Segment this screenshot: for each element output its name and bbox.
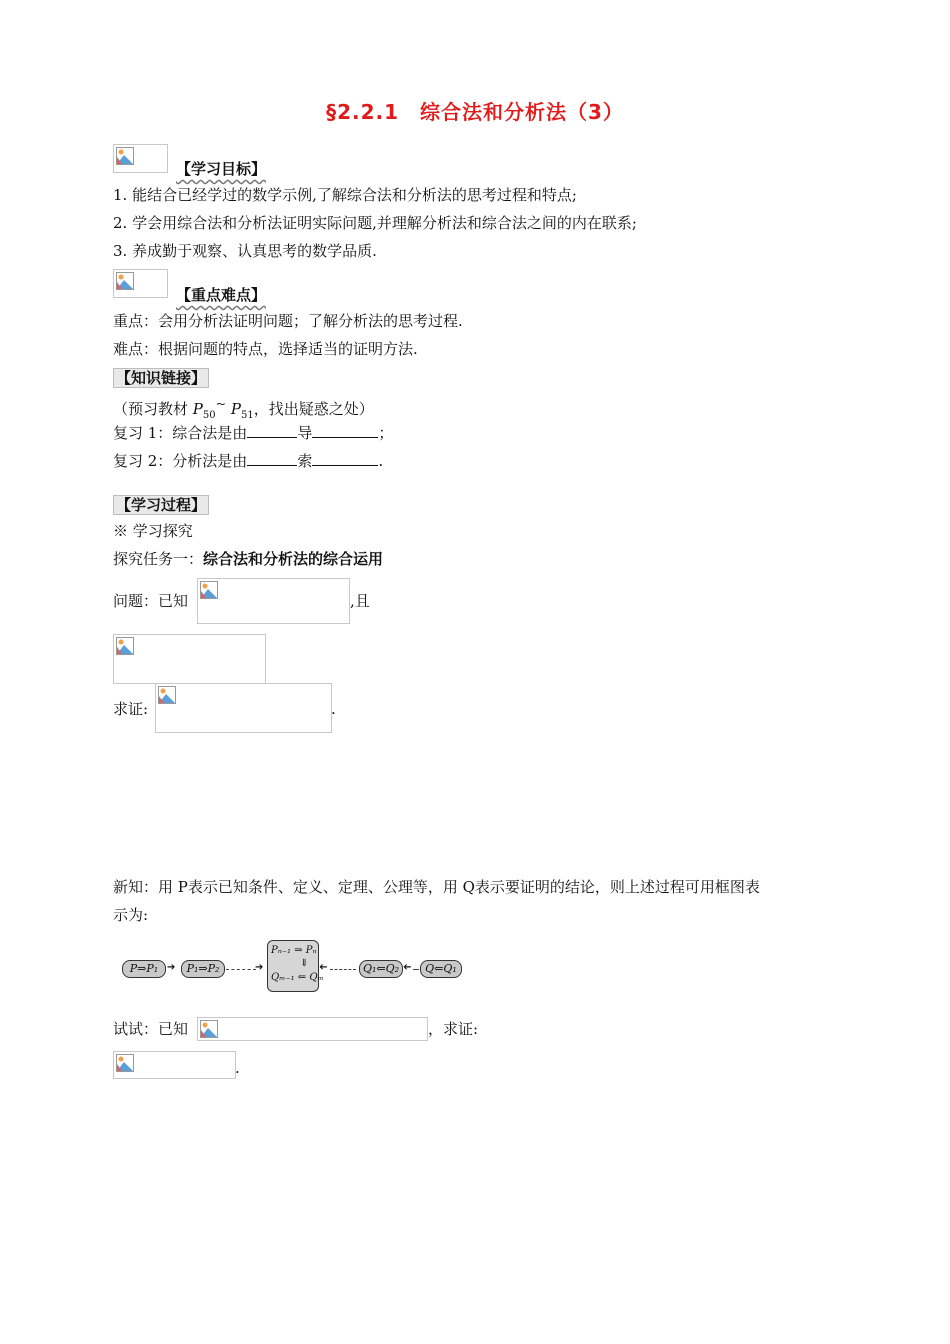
- goals-header: 【学习目标】: [176, 160, 267, 178]
- arrow-left-icon: ➔: [403, 962, 412, 973]
- preview-line: （预习教材 $P_{50}^\sim$ $P_{51}$，找出疑惑之处）: [113, 396, 374, 421]
- flow-dashed-connector: [330, 969, 356, 970]
- flow-node-q-q1: Q⇐Q₁: [420, 960, 462, 978]
- flow-dashed-connector: [226, 969, 256, 970]
- explore-label: ※ 学习探究: [113, 522, 193, 540]
- knowledge-link-header: 【知识链接】: [113, 367, 209, 388]
- broken-image-icon: [158, 686, 176, 704]
- try-prove-label: ，求证:: [428, 1020, 479, 1038]
- image-placeholder: [113, 269, 168, 298]
- goal-item-2: 2. 学会用综合法和分析法证明实际问题,并理解分析法和综合法之间的内在联系;: [113, 214, 637, 232]
- flow-center-mid: ⇓: [300, 958, 309, 969]
- review-2-blank-2[interactable]: [312, 450, 378, 466]
- try-prove-image: [113, 1051, 236, 1079]
- flow-node-p1-p2: P₁⇒P₂: [181, 960, 225, 978]
- new-knowledge-line-2: 示为:: [113, 906, 149, 924]
- prove-label: 求证:: [113, 700, 149, 718]
- arrow-right-icon: ➔: [255, 962, 264, 973]
- review-2-blank-1[interactable]: [247, 450, 297, 466]
- page-title: §2.2.1 综合法和分析法（3）: [326, 100, 624, 124]
- flow-node-q1-q2: Q₁⇐Q₂: [359, 960, 403, 978]
- broken-image-icon: [116, 147, 134, 165]
- question-and: ,且: [350, 592, 370, 610]
- question-condition-image: [197, 578, 350, 624]
- arrow-right-icon: ➔: [167, 962, 176, 973]
- flow-node-p-p1: P⇒P₁: [122, 960, 166, 978]
- question-label: 问题：已知: [113, 592, 189, 610]
- prove-image: [155, 683, 332, 733]
- try-label: 试试：已知: [113, 1020, 189, 1038]
- try-end: .: [235, 1059, 240, 1077]
- arrow-left-icon: ➔: [319, 962, 328, 973]
- flow-center-bottom: Qₘ₋₁ ⇐ Qₘ: [271, 972, 324, 983]
- review-1-blank-1[interactable]: [247, 422, 297, 438]
- prove-end: .: [331, 700, 336, 718]
- flow-center-box: [267, 940, 324, 992]
- new-knowledge-line-1: 新知：用 P表示已知条件、定义、定理、公理等，用 Q表示要证明的结论，则上述过程可用框图表: [113, 878, 760, 896]
- review-1-line: 复习 1：综合法是由 导 ；: [113, 424, 394, 442]
- difficulty-text: 难点：根据问题的特点，选择适当的证明方法.: [113, 340, 418, 358]
- key-points-header: 【重点难点】: [176, 286, 267, 304]
- flow-dashed-connector: [413, 969, 419, 970]
- image-placeholder: [113, 144, 168, 173]
- key-point-text: 重点：会用分析法证明问题；了解分析法的思考过程.: [113, 312, 463, 330]
- review-2-line: 复习 2：分析法是由 索 .: [113, 452, 384, 470]
- process-header: 【学习过程】: [113, 494, 209, 515]
- broken-image-icon: [116, 272, 134, 290]
- goal-item-3: 3. 养成勤于观察、认真思考的数学品质.: [113, 242, 377, 260]
- flowchart: [113, 932, 473, 994]
- broken-image-icon: [116, 1054, 134, 1072]
- task-line: 探究任务一：综合法和分析法的综合运用: [113, 550, 384, 568]
- broken-image-icon: [200, 581, 218, 599]
- goal-item-1: 1. 能结合已经学过的数学示例,了解综合法和分析法的思考过程和特点;: [113, 186, 577, 204]
- flow-center-top: Pₙ₋₁ ⇒ Pₙ: [271, 945, 317, 956]
- try-condition-image: [197, 1017, 428, 1041]
- broken-image-icon: [116, 637, 134, 655]
- question-condition-image-2: [113, 634, 266, 684]
- review-1-blank-2[interactable]: [312, 422, 378, 438]
- broken-image-icon: [200, 1020, 218, 1038]
